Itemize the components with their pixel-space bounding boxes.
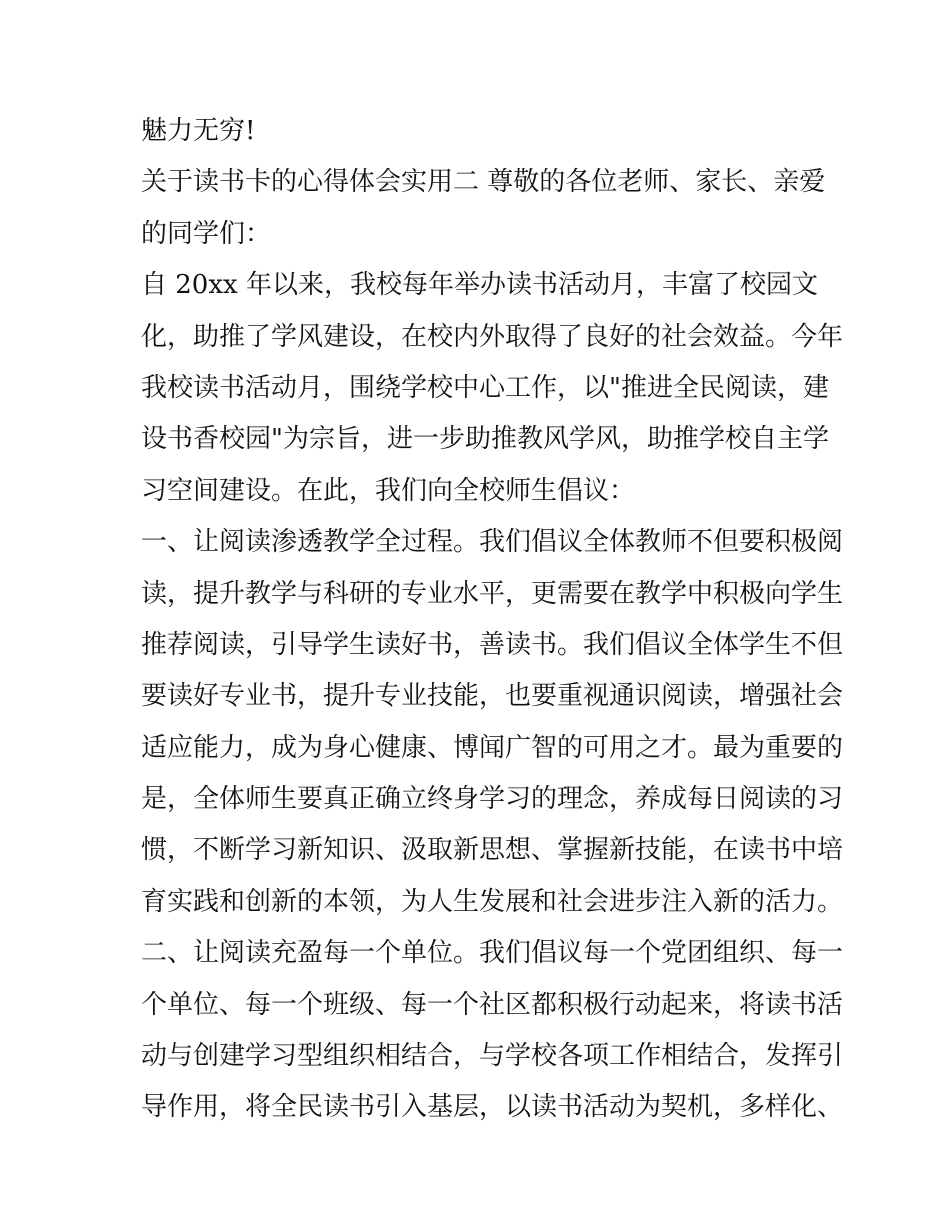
text-line: 导作用，将全民读书引入基层，以读书活动为契机，多样化、 [141,1092,844,1123]
text-line: 一、让阅读渗透教学全过程。我们倡议全体教师不但要积极阅 [141,527,844,558]
text-line: 习空间建设。在此，我们向全校师生倡议： [141,475,636,506]
text-line: 化，助推了学风建设，在校内外取得了良好的社会效益。今年 [141,321,844,352]
text-line: 自 20xx 年以来，我校每年举办读书活动月，丰富了校园文 [141,270,818,301]
text-line: 育实践和创新的本领，为人生发展和社会进步注入新的活力。 [141,886,844,917]
text-line: 适应能力，成为身心健康、博闻广智的可用之才。最为重要的 [141,732,844,763]
text-line: 魅力无穷! [141,116,256,146]
text-line: 个单位、每一个班级、每一个社区都积极行动起来，将读书活 [141,989,844,1020]
text-line: 二、让阅读充盈每一个单位。我们倡议每一个党团组织、每一 [141,938,844,969]
text-line: 我校读书活动月，围绕学校中心工作，以"推进全民阅读，建 [141,372,829,403]
text-line: 关于读书卡的心得体会实用二 尊敬的各位老师、家长、亲爱 [141,167,826,198]
text-line: 设书香校园"为宗旨，进一步助推教风学风，助推学校自主学 [141,424,829,455]
text-line: 推荐阅读，引导学生读好书，善读书。我们倡议全体学生不但 [141,629,844,660]
body-text [141,106,844,1134]
text-line: 动与创建学习型组织相结合，与学校各项工作相结合，发挥引 [141,1041,844,1072]
text-line: 读，提升教学与科研的专业水平，更需要在教学中积极向学生 [141,578,844,609]
text-line: 惯，不断学习新知识、汲取新思想、掌握新技能，在读书中培 [141,835,844,866]
text-line: 是，全体师生要真正确立终身学习的理念，养成每日阅读的习 [141,784,844,815]
text-line: 要读好专业书，提升专业技能，也要重视通识阅读，增强社会 [141,681,844,712]
text-line: 的同学们： [141,218,272,249]
